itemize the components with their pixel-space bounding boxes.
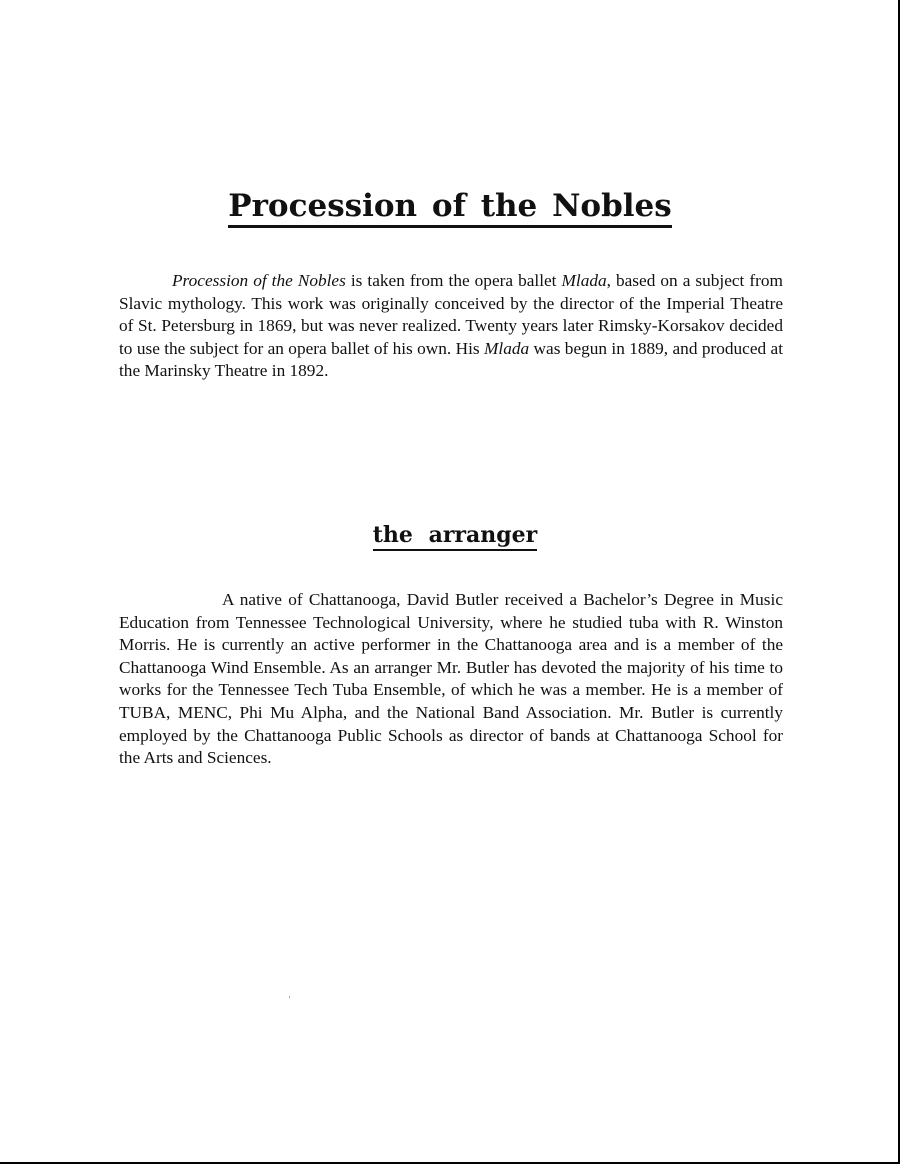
- page-title: [0, 188, 900, 224]
- arranger-bio-paragraph: A native of Chattanooga, David Butler received a Bachelor’s Degree in Music Education from Tennessee Technological University, where he studied tuba with R. Winston Morris. He is currently an active performer in the Chattanooga area and is a member of the Chattanooga Wind Ensemble. As an arranger Mr. Butler has devoted the majority of his time to works for the Tennessee Tech Tuba Ensemble, of which he was a member. He is a member of TUBA, MENC, Phi Mu Alpha, and the National Band Association. Mr. Butler is currently employed by the Chattanooga Public Schools as director of bands at Chattanooga School for the Arts and Sciences.: [119, 590, 783, 768]
- arranger-heading: [0, 522, 900, 548]
- intro-text-2: , based on a subject from Slavic mythology. This work was originally conceived by the director of the Imperial Theatre of St. Petersburg in 1869, but was never realized. Twenty years later Rimsky-Korsakov decided to use the subject for an opera ballet of his own. His: [119, 271, 783, 358]
- work-title-italic: Procession of the Nobles: [172, 271, 346, 290]
- page-title-text: Procession of the Nobles: [228, 188, 671, 228]
- arranger-heading-text: the arranger: [373, 522, 537, 551]
- opera-name-italic: Mlada: [561, 271, 607, 290]
- intro-paragraph: [119, 270, 783, 383]
- opera-name-italic-2: Mlada: [484, 338, 530, 358]
- scan-speck: [289, 996, 290, 998]
- intro-text-1: is taken from the opera ballet: [345, 271, 562, 290]
- intro-text-3: was begun in 1889, and produced at the Marinsky Theatre in 1892.: [119, 338, 783, 381]
